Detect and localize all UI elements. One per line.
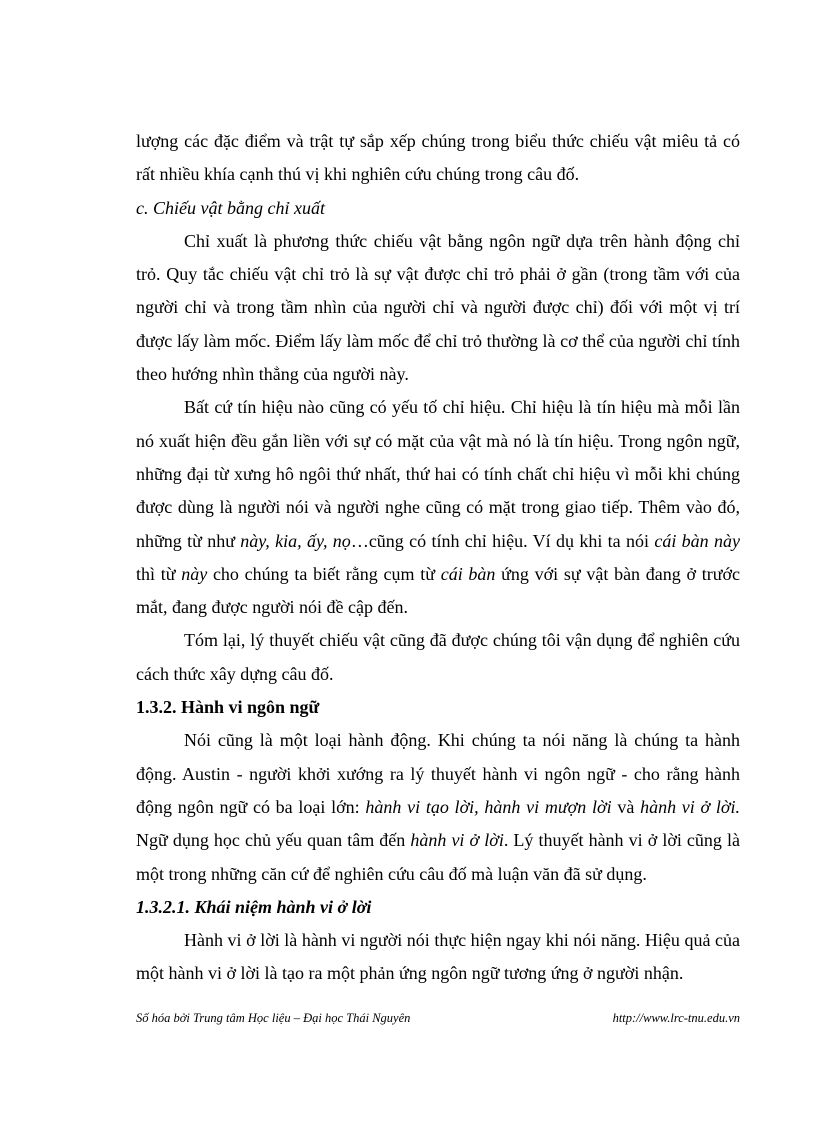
footer-url: http://www.lrc-tnu.edu.vn [612,1011,740,1025]
paragraph: Chỉ xuất là phương thức chiếu vật bằng ngôn ngữ dựa trên hành động chỉ trỏ. Quy tắc chiếu vật chỉ trỏ là sự vật được chỉ trỏ phải ở gần (trong tầm với của người chỉ và trong tầm nhìn của người chỉ và người được chỉ) đối với một vị trí được lấy làm mốc. Điểm lấy làm mốc để chỉ trỏ thường là cơ thể của người chỉ tính theo hướng nhìn thẳng của người này. [136,230,740,385]
paragraph: Nói cũng là một loại hành động. Khi chúng ta nói năng là chúng ta hành động. Austin - người khởi xướng ra lý thuyết hành vi ngôn ngữ - cho rằng hành động ngôn ngữ có ba loại lớn: hành vi tạo lời, hành vi mượn lời và hành vi ở lời. Ngữ dụng học chủ yếu quan tâm đến hành vi ở lời. Lý thuyết hành vi ở lời cũng là một trong những căn cứ để nghiên cứu câu đố mà luận văn đã sử dụng. [136,730,740,884]
body-text [136,125,740,991]
section-heading: c. Chiếu vật bằng chỉ xuất [136,197,325,218]
subsection-heading: 1.3.2.1. Khái niệm hành vi ở lời [136,896,372,917]
footer-source: Số hóa bởi Trung tâm Học liệu – Đại học Thái Nguyên [136,1011,411,1025]
paragraph: lượng các đặc điểm và trật tự sắp xếp chúng trong biểu thức chiếu vật miêu tả có rất nhiều khía cạnh thú vị khi nghiên cứu chúng trong câu đố. [136,131,740,185]
section-heading: 1.3.2. Hành vi ngôn ngữ [136,697,320,718]
page-footer [136,1011,740,1026]
paragraph: Hành vi ở lời là hành vi người nói thực hiện ngay khi nói năng. Hiệu quả của một hành vi ở lời là tạo ra một phản ứng ngôn ngữ tương ứng ở người nhận. [136,930,740,984]
paragraph: Bất cứ tín hiệu nào cũng có yếu tố chỉ hiệu. Chỉ hiệu là tín hiệu mà mỗi lần nó xuất hiện đều gắn liền với sự có mặt của vật mà nó là tín hiệu. Trong ngôn ngữ, những đại từ xưng hô ngôi thứ nhất, thứ hai có tính chất chỉ hiệu vì mỗi khi chúng được dùng là người nói và người nghe cũng có mặt trong giao tiếp. Thêm vào đó, những từ như này, kia, ấy, nọ…cũng có tính chỉ hiệu. Ví dụ khi ta nói cái bàn này thì từ này cho chúng ta biết rằng cụm từ cái bàn ứng với sự vật bàn đang ở trước mắt, đang được người nói đề cập đến. [136,397,741,618]
paragraph: Tóm lại, lý thuyết chiếu vật cũng đã được chúng tôi vận dụng để nghiên cứu cách thức xây dựng câu đố. [136,630,740,684]
